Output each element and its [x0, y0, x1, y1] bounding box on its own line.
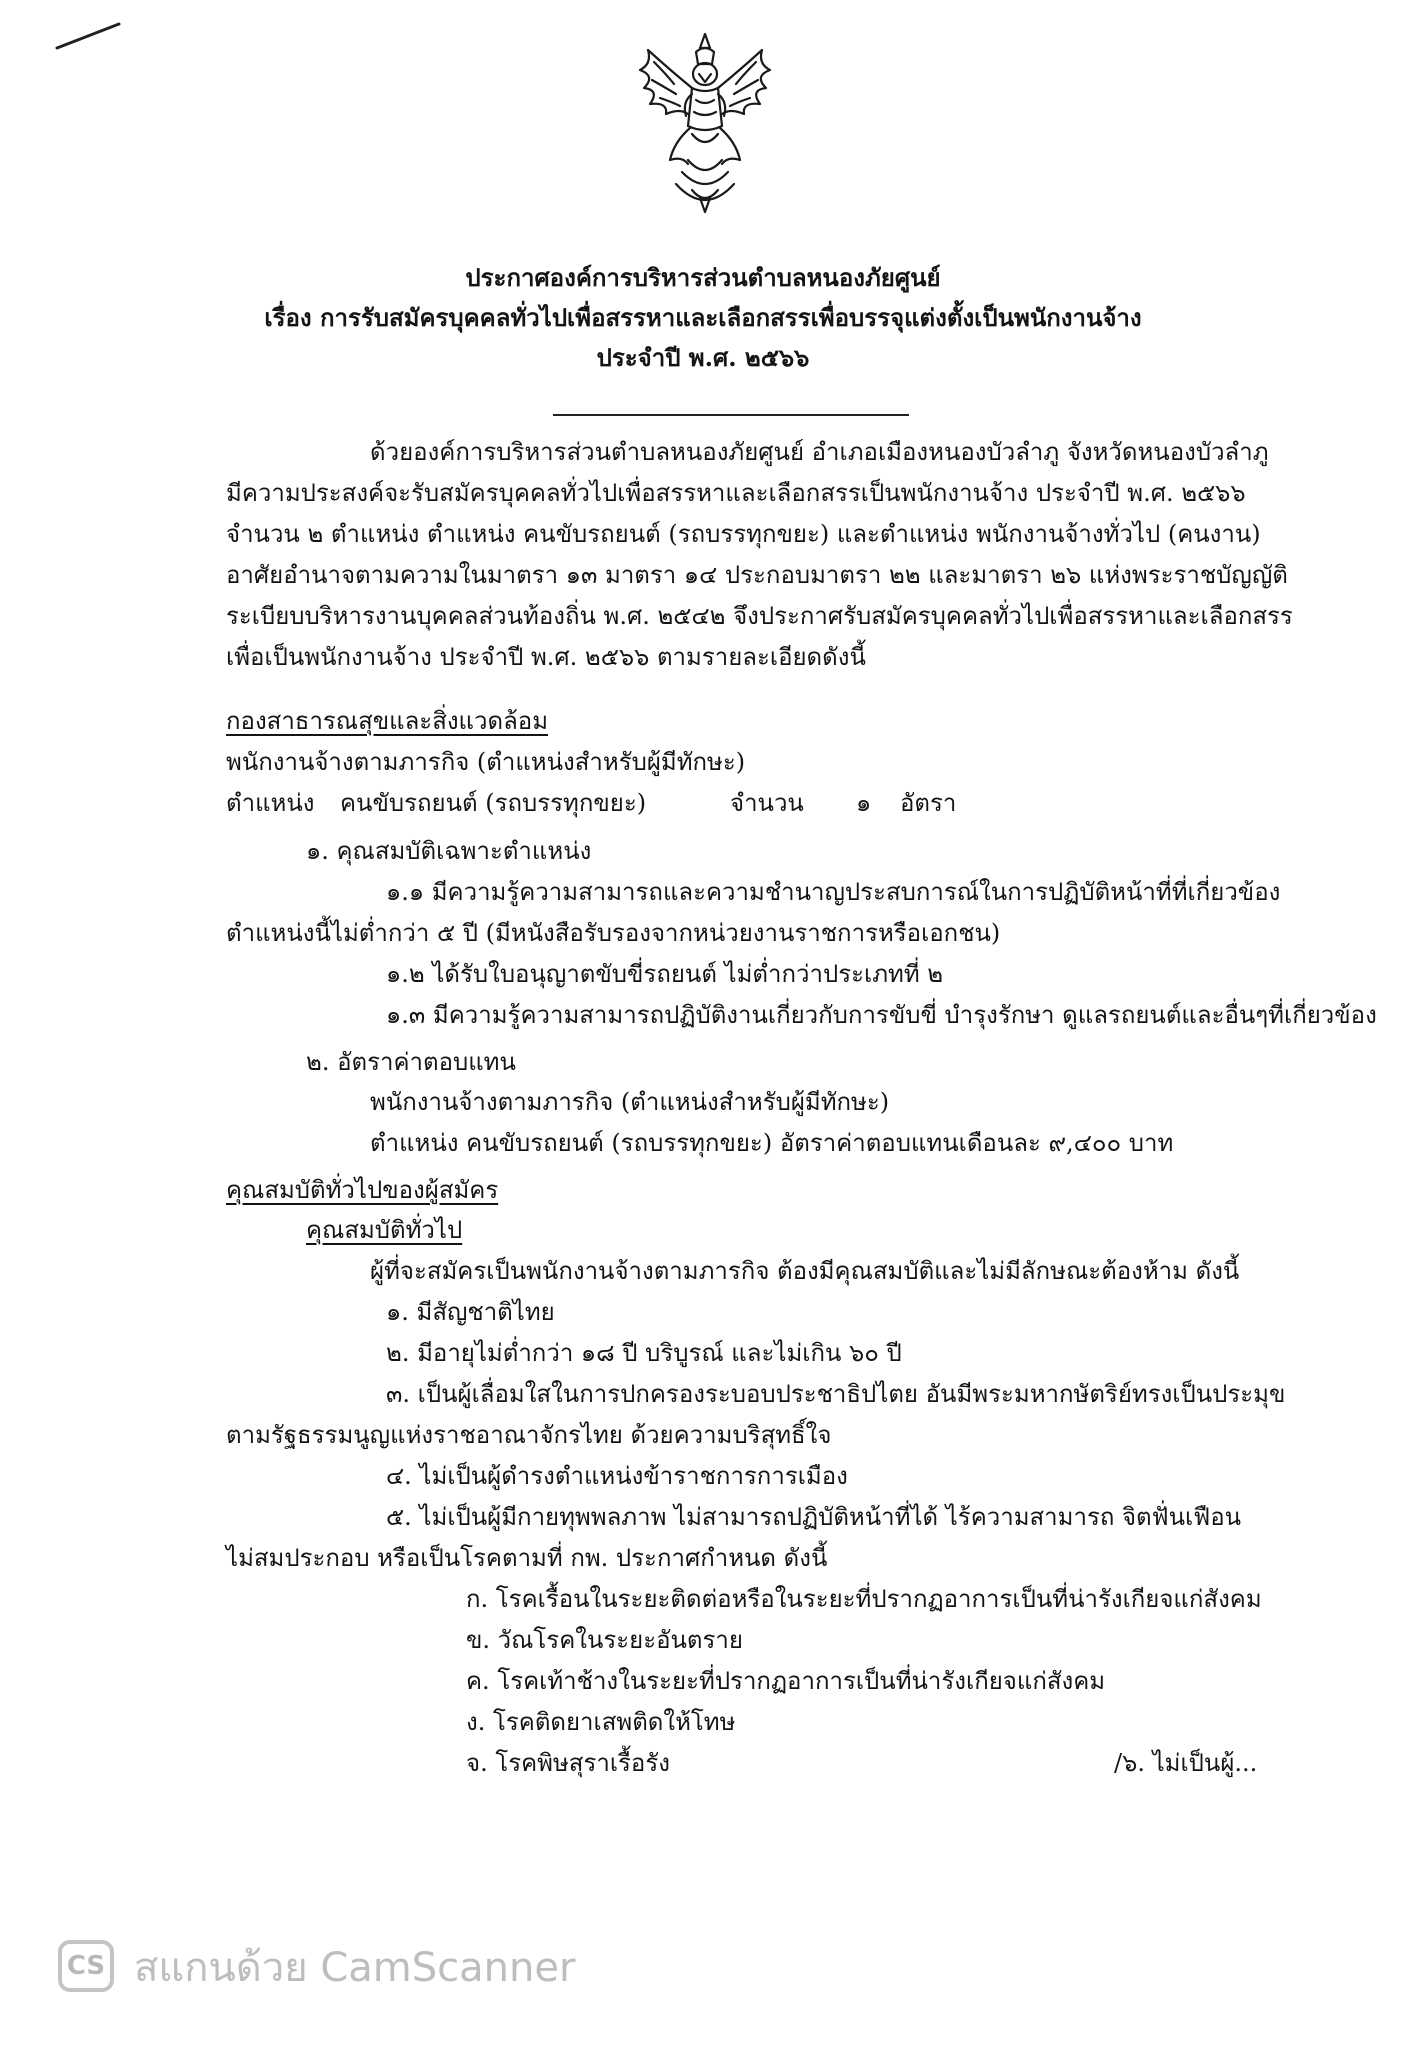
general-item: ๕. ไม่เป็นผู้มีกายทุพพลภาพ ไม่สามารถปฏิบัติหน้าที่ได้ ไร้ความสามารถ จิตฟั่นเฟือน — [386, 1503, 1242, 1531]
intro-line: ระเบียบบริหารงานบุคคลส่วนท้องถิ่น พ.ศ. ๒๕๔๒ จึงประกาศรับสมัครบุคคลทั่วไปเพื่อสรรหาและเลือกสรร — [226, 602, 1293, 630]
qualification-item: ๑.๓ มีความรู้ความสามารถปฏิบัติงานเกี่ยวกับการขับขี่ บำรุงรักษา ดูแลรถยนต์และอื่นๆที่เกี่ยวข้อง — [386, 1001, 1377, 1029]
compensation-type: พนักงานจ้างตามภารกิจ (ตำแหน่งสำหรับผู้มีทักษะ) — [370, 1088, 890, 1116]
section-heading: ๑. คุณสมบัติเฉพาะตำแหน่ง — [306, 837, 592, 865]
position-count: ๑ — [856, 789, 872, 817]
disease-item: ก. โรคเรื้อนในระยะติดต่อหรือในระยะที่ปรากฏอาการเป็นที่น่ารังเกียจแก่สังคม — [466, 1585, 1262, 1613]
disease-item: ค. โรคเท้าช้างในระยะที่ปรากฏอาการเป็นที่น่ารังเกียจแก่สังคม — [466, 1667, 1106, 1695]
intro-line: ด้วยองค์การบริหารส่วนตำบลหนองภัยศูนย์ อำเภอเมืองหนองบัวลำภู จังหวัดหนองบัวลำภู — [370, 438, 1269, 466]
general-item: ๔. ไม่เป็นผู้ดำรงตำแหน่งข้าราชการการเมือง — [386, 1462, 848, 1490]
position-label: ตำแหน่ง — [226, 789, 315, 817]
position-unit: อัตรา — [900, 789, 957, 817]
camscanner-logo-icon: CS — [58, 1940, 114, 1992]
compensation-rate: ตำแหน่ง คนขับรถยนต์ (รถบรรทุกขยะ) อัตราค่าตอบแทนเดือนละ ๙,๔๐๐ บาท — [370, 1129, 1174, 1157]
intro-line: มีความประสงค์จะรับสมัครบุคคลทั่วไปเพื่อสรรหาและเลือกสรรเป็นพนักงานจ้าง ประจำปี พ.ศ. ๒๕๖๖ — [226, 479, 1246, 507]
intro-line: จำนวน ๒ ตำแหน่ง ตำแหน่ง คนขับรถยนต์ (รถบรรทุกขยะ) และตำแหน่ง พนักงานจ้างทั่วไป (คนงาน) — [226, 520, 1261, 548]
disease-item: จ. โรคพิษสุราเรื้อรัง — [466, 1749, 670, 1777]
intro-line: อาศัยอำนาจตามความในมาตรา ๑๓ มาตรา ๑๔ ประกอบมาตรา ๒๒ และมาตรา ๒๖ แห่งพระราชบัญญัติ — [226, 561, 1288, 589]
position-count-label: จำนวน — [730, 789, 804, 817]
general-subheading: คุณสมบัติทั่วไป — [306, 1216, 463, 1244]
general-item: ไม่สมประกอบ หรือเป็นโรคตามที่ กพ. ประกาศกำหนด ดังนี้ — [226, 1544, 828, 1572]
general-item: ๑. มีสัญชาติไทย — [386, 1298, 555, 1326]
announcement-title: ประกาศองค์การบริหารส่วนตำบลหนองภัยศูนย์ — [465, 263, 941, 292]
general-item: ๓. เป็นผู้เลื่อมใสในการปกครองระบอบประชาธิปไตย อันมีพระมหากษัตริย์ทรงเป็นประมุข — [386, 1380, 1286, 1408]
division-heading: กองสาธารณสุขและสิ่งแวดล้อม — [226, 707, 549, 735]
qualification-item: ๑.๒ ได้รับใบอนุญาตขับขี่รถยนต์ ไม่ต่ำกว่าประเภทที่ ๒ — [386, 960, 944, 988]
pen-mark — [55, 18, 125, 58]
general-item: ๒. มีอายุไม่ต่ำกว่า ๑๘ ปี บริบูรณ์ และไม่เกิน ๖๐ ปี — [386, 1339, 902, 1367]
qualification-item: ตำแหน่งนี้ไม่ต่ำกว่า ๕ ปี (มีหนังสือรับรองจากหน่วยงานราชการหรือเอกชน) — [226, 919, 1001, 947]
position-name: คนขับรถยนต์ (รถบรรทุกขยะ) — [340, 789, 647, 817]
disease-item: ข. วัณโรคในระยะอันตราย — [466, 1626, 743, 1654]
general-heading: คุณสมบัติทั่วไปของผู้สมัคร — [226, 1176, 499, 1204]
qualification-item: ๑.๑ มีความรู้ความสามารถและความชำนาญประสบการณ์ในการปฏิบัติหน้าที่ที่เกี่ยวข้อง — [386, 878, 1281, 906]
announcement-subject: เรื่อง การรับสมัครบุคคลทั่วไปเพื่อสรรหาและเลือกสรรเพื่อบรรจุแต่งตั้งเป็นพนักงานจ้าง — [264, 303, 1142, 332]
continued-note: /๖. ไม่เป็นผู้... — [1114, 1749, 1258, 1777]
announcement-year: ประจำปี พ.ศ. ๒๕๖๖ — [596, 343, 810, 372]
section-heading: ๒. อัตราค่าตอบแทน — [306, 1048, 516, 1076]
general-item: ตามรัฐธรรมนูญแห่งราชอาณาจักรไทย ด้วยความบริสุทธิ์ใจ — [226, 1421, 832, 1449]
camscanner-watermark: สแกนด้วย CamScanner — [134, 1945, 576, 1991]
garuda-emblem-icon — [630, 30, 780, 220]
disease-item: ง. โรคติดยาเสพติดให้โทษ — [466, 1708, 736, 1736]
general-lead: ผู้ที่จะสมัครเป็นพนักงานจ้างตามภารกิจ ต้องมีคุณสมบัติและไม่มีลักษณะต้องห้าม ดังนี้ — [370, 1257, 1240, 1285]
intro-line: เพื่อเป็นพนักงานจ้าง ประจำปี พ.ศ. ๒๕๖๖ ตามรายละเอียดดังนี้ — [226, 643, 866, 671]
position-type: พนักงานจ้างตามภารกิจ (ตำแหน่งสำหรับผู้มีทักษะ) — [226, 748, 746, 776]
header-divider — [553, 414, 909, 416]
